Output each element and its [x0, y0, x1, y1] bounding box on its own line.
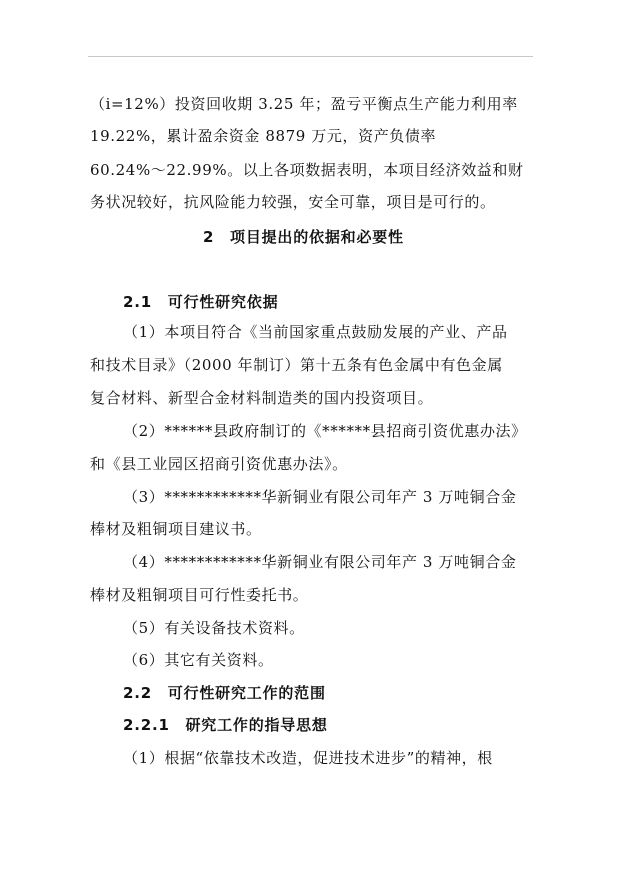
basis-item-2-line-2: 和《县工业园区招商引资优惠办法》。 — [90, 455, 348, 473]
intro-line-1: （i=12%）投资回收期 3.25 年；盈亏平衡点生产能力利用率 — [90, 95, 518, 113]
intro-line-2: 19.22%，累计盈余资金 8879 万元，资产负债率 — [90, 127, 437, 145]
header-rule — [88, 56, 533, 57]
basis-item-1-line-1: （1）本项目符合《当前国家重点鼓励发展的产业、产品 — [123, 323, 508, 341]
guiding-thought-line: （1）根据“依靠技术改造，促进技术进步”的精神，根 — [123, 749, 493, 767]
section-2-2-title: 2.2 可行性研究工作的范围 — [123, 684, 326, 702]
basis-item-4-line-1: （4）************华新铜业有限公司年产 3 万吨铜合金 — [123, 553, 517, 571]
basis-item-4-line-2: 棒材及粗铜项目可行性委托书。 — [90, 586, 309, 604]
basis-item-3-line-2: 棒材及粗铜项目建议书。 — [90, 520, 262, 538]
intro-line-4: 务状况较好，抗风险能力较强，安全可靠，项目是可行的。 — [90, 193, 496, 211]
basis-item-5: （5）有关设备技术资料。 — [123, 619, 305, 637]
basis-item-1-line-2: 和技术目录》（2000 年制订）第十五条有色金属中有色金属 — [90, 356, 503, 374]
intro-line-3: 60.24%～22.99%。以上各项数据表明，本项目经济效益和财 — [90, 161, 524, 179]
section-2-2-1-title: 2.2.1 研究工作的指导思想 — [123, 716, 328, 734]
basis-item-1-line-3: 复合材料、新型合金材料制造类的国内投资项目。 — [90, 389, 434, 407]
basis-item-6: （6）其它有关资料。 — [123, 651, 274, 669]
section-2-title: 2 项目提出的依据和必要性 — [203, 228, 404, 246]
basis-item-2-line-1: （2）******县政府制订的《******县招商引资优惠办法》 — [123, 422, 527, 440]
section-2-1-title: 2.1 可行性研究依据 — [123, 293, 279, 311]
basis-item-3-line-1: （3）************华新铜业有限公司年产 3 万吨铜合金 — [123, 488, 517, 506]
